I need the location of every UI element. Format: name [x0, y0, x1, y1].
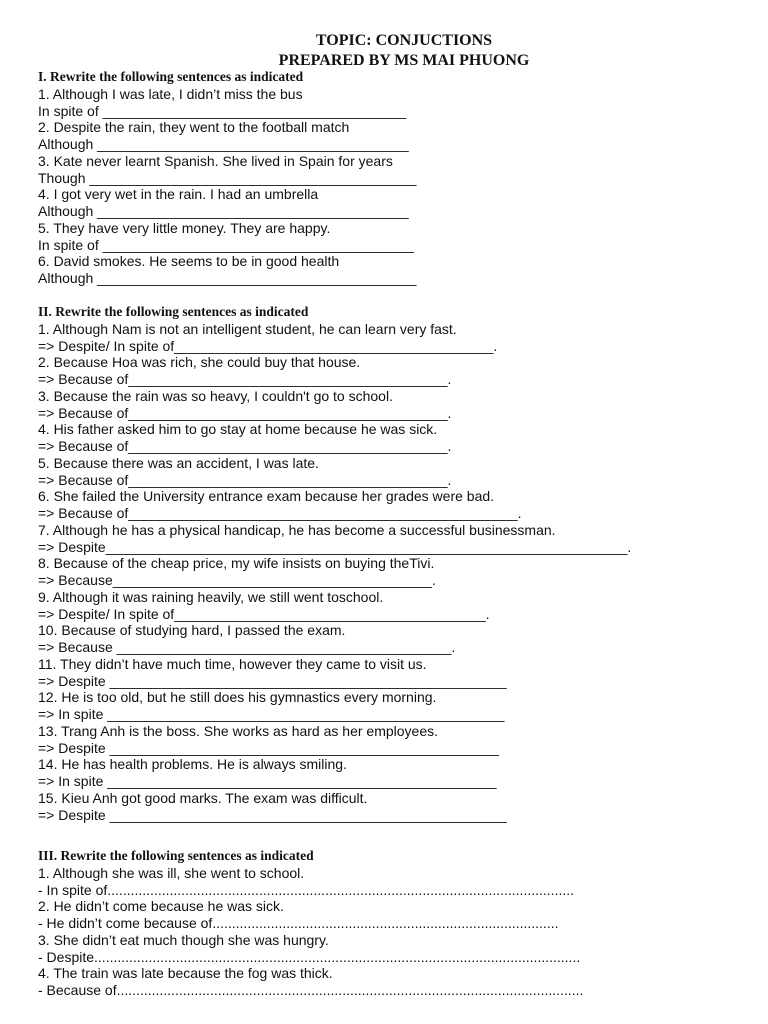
- answer-line: - Despite.............................................................................................................................: [38, 948, 581, 965]
- exercise-line: 3. She didn’t eat much though she was hungry.: [38, 931, 329, 948]
- exercise-line: 4. I got very wet in the rain. I had an umbrella: [38, 186, 319, 203]
- answer-line: Though __________________________________________: [38, 169, 417, 186]
- answer-line: - He didn’t come because of.........................................................................................: [38, 915, 559, 931]
- answer-line: => Because ___________________________________________.: [38, 639, 456, 655]
- exercise-line: 3. Kate never learnt Spanish. She lived in Spain for years: [38, 152, 393, 169]
- exercise-line: 1. Although I was late, I didn’t miss the bus: [38, 85, 303, 102]
- exercise-line: 12. He is too old, but he still does his gymnastics every morning.: [38, 689, 437, 706]
- answer-line: => Because_________________________________________.: [38, 572, 436, 588]
- exercise-line: 3. Because the rain was so heavy, I couldn't go to school.: [38, 387, 393, 404]
- exercise-line: 2. Despite the rain, they went to the football match: [38, 119, 350, 136]
- exercise-line: 1. Although Nam is not an intelligent student, he can learn very fast.: [38, 320, 457, 337]
- exercise-line: 8. Because of the cheap price, my wife insists on buying theTivi.: [38, 555, 435, 572]
- answer-line: => In spite __________________________________________________: [38, 773, 497, 789]
- answer-line: - In spite of........................................................................................................................: [38, 881, 575, 898]
- section-1: [38, 69, 416, 287]
- answer-line: => Because of_________________________________________.: [38, 438, 452, 454]
- exercise-line: 7. Although he has a physical handicap, he has become a successful businessman.: [38, 521, 556, 538]
- answer-line: => In spite ___________________________________________________: [38, 706, 505, 722]
- answer-line: Although ________________________________________: [38, 203, 409, 219]
- answer-line: => Because of_________________________________________.: [38, 404, 452, 421]
- exercise-line: 2. He didn’t come because he was sick.: [38, 898, 284, 915]
- exercise-line: 11. They didn’t have much time, however they came to visit us.: [38, 655, 427, 672]
- section-3-heading: III. Rewrite the following sentences as indicated: [38, 848, 314, 863]
- answer-line: => Despite___________________________________________________________________.: [38, 538, 632, 555]
- answer-line: Although _________________________________________: [38, 270, 417, 286]
- answer-line: => Despite/ In spite of________________________________________.: [38, 605, 490, 622]
- answer-line: => Despite ___________________________________________________: [38, 806, 507, 823]
- exercise-line: 2. Because Hoa was rich, she could buy that house.: [38, 354, 361, 371]
- exercise-line: 9. Although it was raining heavily, we still went toschool.: [38, 588, 384, 605]
- answer-line: => Despite ___________________________________________________: [38, 672, 507, 689]
- worksheet-subtitle: PREPARED BY MS MAI PHUONG: [278, 52, 530, 69]
- answer-line: In spite of _______________________________________: [38, 102, 407, 119]
- answer-line: Although ________________________________________: [38, 136, 409, 152]
- answer-line: In spite of ________________________________________: [38, 236, 415, 253]
- section-2: [38, 304, 631, 823]
- answer-line: => Because of_________________________________________.: [38, 371, 452, 387]
- exercise-line: 5. They have very little money. They are happy.: [38, 219, 331, 236]
- answer-line: => Because of__________________________________________________.: [38, 505, 522, 521]
- exercise-line: 14. He has health problems. He is always smiling.: [38, 756, 347, 773]
- exercise-line: 1. Although she was ill, she went to school.: [38, 864, 305, 881]
- section-1-heading: I. Rewrite the following sentences as indicated: [38, 69, 304, 84]
- exercise-line: 4. His father asked him to go stay at home because he was sick.: [38, 421, 438, 438]
- exercise-line: 5. Because there was an accident, I was late.: [38, 454, 319, 471]
- exercise-line: 15. Kieu Anh got good marks. The exam was difficult.: [38, 789, 368, 806]
- exercise-line: 6. David smokes. He seems to be in good health: [38, 253, 340, 270]
- exercise-line: 13. Trang Anh is the boss. She works as hard as her employees.: [38, 722, 438, 739]
- answer-line: - Because of........................................................................................................................: [38, 982, 584, 998]
- section-2-heading: II. Rewrite the following sentences as indicated: [38, 304, 309, 319]
- exercise-line: 6. She failed the University entrance exam because her grades were bad.: [38, 488, 495, 505]
- exercise-line: 4. The train was late because the fog was thick.: [38, 965, 333, 982]
- answer-line: => Despite __________________________________________________: [38, 739, 499, 756]
- worksheet-title: TOPIC: CONJUCTIONS: [315, 32, 493, 49]
- answer-line: => Despite/ In spite of_________________________________________.: [38, 337, 498, 354]
- section-3: [38, 848, 583, 999]
- exercise-line: 10. Because of studying hard, I passed the exam.: [38, 622, 346, 639]
- answer-line: => Because of_________________________________________.: [38, 471, 452, 488]
